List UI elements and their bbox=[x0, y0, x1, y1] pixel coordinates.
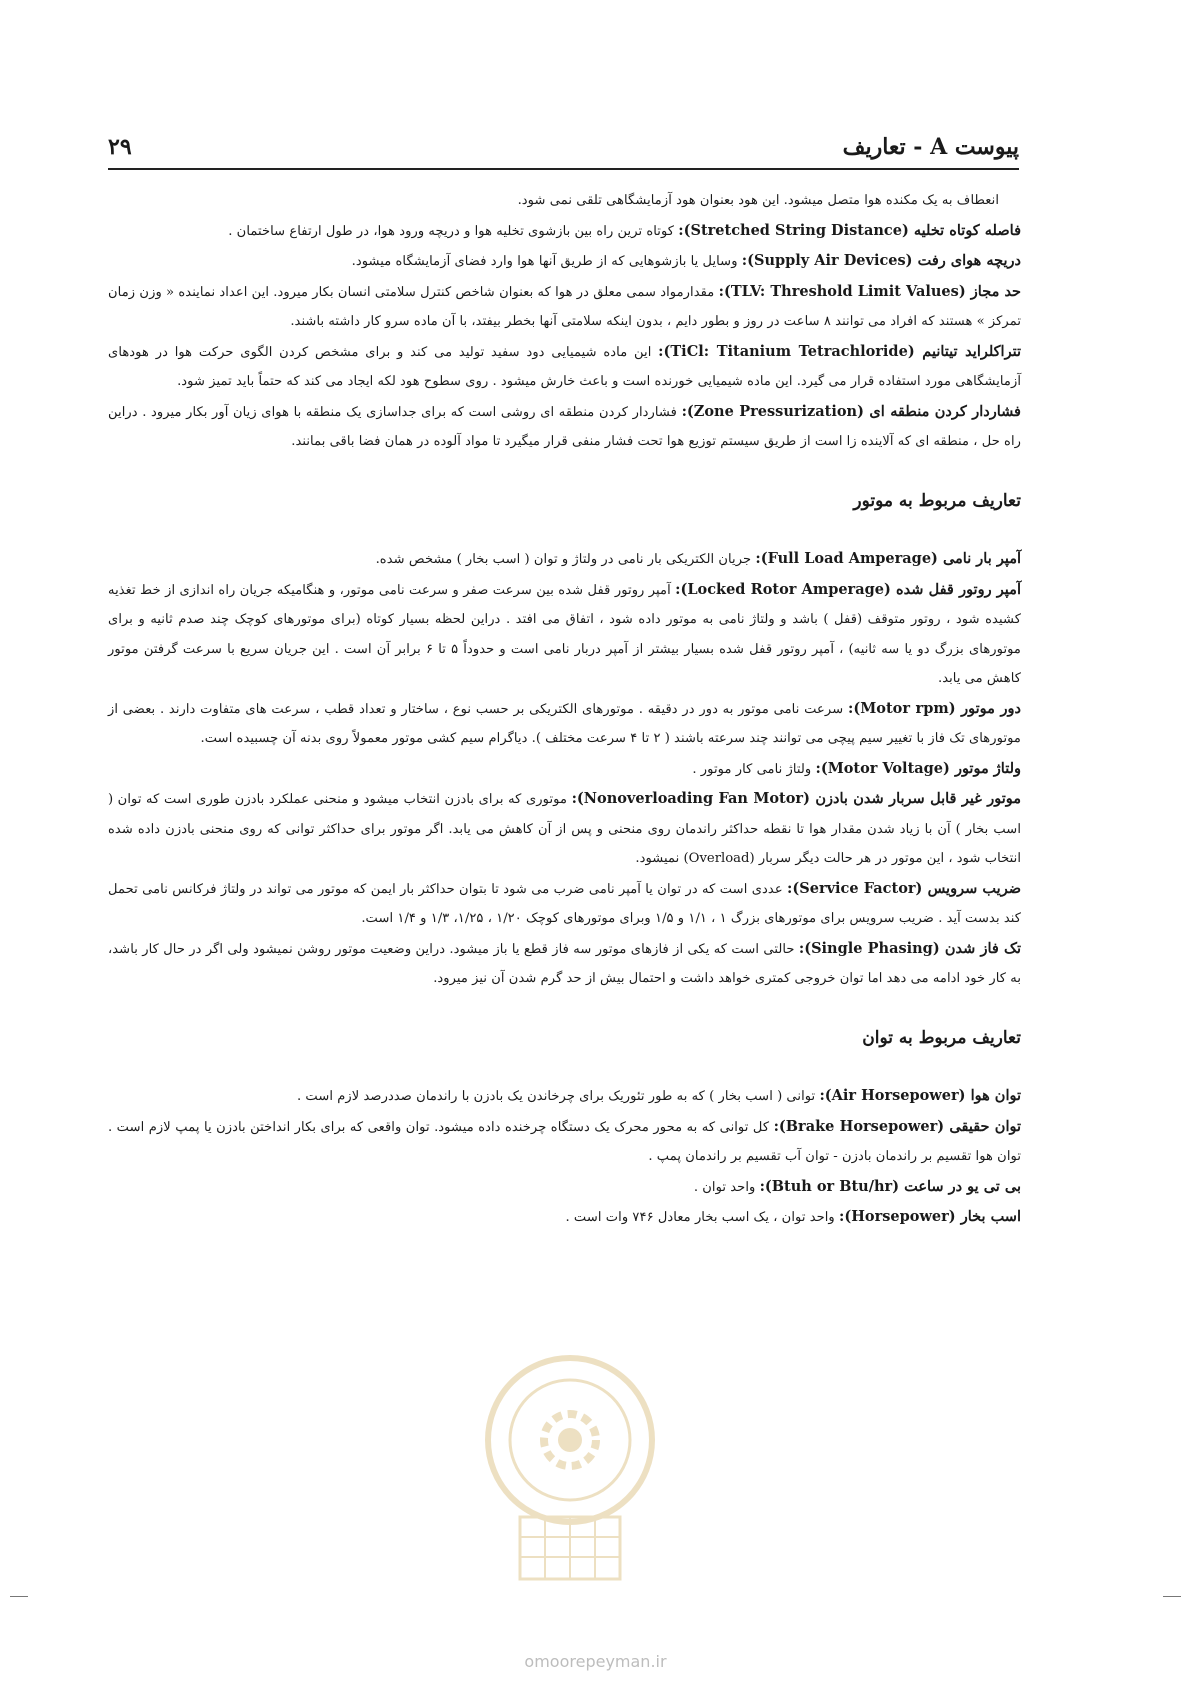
definition-text: جریان الکتریکی بار نامی در ولتاژ و توان ( اسب بخار ) مشخص شده. bbox=[375, 552, 752, 567]
definition-text: کوتاه ترین راه بین بازشوی تخلیه هوا و دریچه ورود هوا، در طول ارتفاع ساختمان . bbox=[228, 223, 675, 239]
definition-entry bbox=[108, 575, 1021, 694]
definition-entry bbox=[108, 397, 1021, 457]
definition-entry bbox=[108, 1172, 1021, 1203]
definition-entry bbox=[108, 337, 1021, 397]
definition-term: توان حقیقی (Brake Horsepower): bbox=[773, 1117, 1022, 1135]
watermark-logo bbox=[475, 1345, 665, 1585]
page-header bbox=[108, 112, 1019, 160]
definition-entry bbox=[108, 754, 1021, 785]
definition-term: دور موتور (Motor rpm): bbox=[848, 699, 1021, 717]
definition-text: ولتاژ نامی کار موتور . bbox=[692, 761, 812, 777]
definition-term: دریچه هوای رفت (Supply Air Devices): bbox=[741, 252, 1021, 269]
definition-entry bbox=[108, 1112, 1021, 1172]
definition-entry bbox=[108, 1081, 1021, 1112]
definition-text: کل توانی که به محور محرک یک دستگاه چرخنده داده میشود. توان واقعی که برای بکار انداختن بادزن یا پمپ لازم است . توان هوا تقسیم بر راندمان بادزن - توان آب تقسیم بر راندمان پمپ . bbox=[108, 1119, 1021, 1164]
definition-text: عددی است که در توان یا آمپر نامی ضرب می شود تا بتوان حداکثر بار ایمن که موتور می تواند در ولتاژ فرکانس نامی تحمل کند بدست آید . ضریب سرویس برای موتورهای بزرگ ۱ ، ۱/۱ و ۱/۵ وبرای موتورهای کوچک ۱/۲۰ ، ۱/۲۵، ۱/۳ و ۱/۴ است. bbox=[108, 881, 1021, 926]
definition-text: موتوری که برای بادزن انتخاب میشود و منحنی عملکرد بادزن طوری است که توان ( اسب بخار ) آن با زیاد شدن مقدار هوا تا نقطه حداکثر راندمان روی منحنی و پس از آن کاهش می یابد. اگر موتور برای حداکثر توانی که روی منحنی بادزن داده شده انتخاب شود ، این موتور در هر حالت دیگر سربار (Overload) نمیشود. bbox=[108, 792, 1021, 866]
definition-text: مقدارمواد سمی معلق در هوا که بعنوان شاخص کنترل سلامتی انسان بکار میرود. این اعداد نماینده « وزن زمان تمرکز » هستند که افراد می توانند ۸ ساعت در روز و بطور دایم ، بدون اینکه سلامتی آنها بخطر بیفتد، با آن ماده سرو کار داشته باشند. bbox=[108, 284, 1021, 329]
definition-entry bbox=[108, 694, 1021, 754]
definition-term: ولتاژ موتور (Motor Voltage): bbox=[815, 759, 1021, 777]
definition-entry bbox=[108, 246, 1021, 277]
definition-entry bbox=[108, 874, 1021, 934]
definition-text: وسایل یا بازشوهایی که از طریق آنها هوا وارد فضای آزمایشگاه میشود. bbox=[351, 254, 738, 269]
crop-mark-right bbox=[1163, 1596, 1181, 1597]
page-title: پیوست A - تعاریف bbox=[842, 134, 1019, 160]
definition-term: موتور غیر قابل سربار شدن بادزن (Nonoverloading Fan Motor): bbox=[571, 790, 1021, 807]
motor-definitions bbox=[108, 544, 1021, 994]
section-title-motor: تعاریف مربوط به موتور bbox=[853, 490, 1021, 511]
definition-term: آمپر بار نامی (Full Load Amperage): bbox=[755, 550, 1021, 567]
crop-mark-left bbox=[10, 1596, 28, 1597]
definition-text: واحد توان . bbox=[693, 1179, 756, 1195]
definition-text: واحد توان ، یک اسب بخار معادل ۷۴۶ وات است . bbox=[565, 1210, 835, 1225]
website-footer: omoorepeyman.ir bbox=[524, 1652, 667, 1671]
definition-entry bbox=[108, 1202, 1021, 1233]
definition-term: فاصله کوتاه تخلیه (Stretched String Distance): bbox=[678, 221, 1021, 239]
definition-entry bbox=[108, 277, 1021, 337]
definition-text: این ماده شیمیایی دود سفید تولید می کند و برای مشخص کردن الگوی حرکت هوا در هودهای آزمایشگاهی مورد استفاده قرار می گیرد. این ماده شیمیایی خورنده است و باعث خارش میشود . روی سطوح هود لکه ایجاد می کند که حتماً باید تمیز شود. bbox=[108, 344, 1021, 389]
definition-term: فشاردار کردن منطقه ای (Zone Pressurization): bbox=[681, 402, 1021, 420]
header-rule bbox=[108, 168, 1019, 170]
definition-text: حالتی است که یکی از فازهای موتور سه فاز قطع یا باز میشود. دراین وضعیت موتور روشن نمیشود ولی اگر در حال کار باشد، به کار خود ادامه می دهد اما توان خروجی کمتری خواهد داشت و احتمال بیش از حد گرم شدن آن نیز میرود. bbox=[108, 941, 1021, 986]
definition-entry bbox=[108, 544, 1021, 575]
definition-entry bbox=[108, 216, 1021, 247]
document-body bbox=[108, 186, 1021, 1233]
definition-term: حد مجاز (TLV: Threshold Limit Values): bbox=[718, 282, 1022, 300]
definition-term: توان هوا (Air Horsepower): bbox=[819, 1087, 1021, 1104]
definition-term: اسب بخار (Horsepower): bbox=[839, 1208, 1021, 1225]
page-number: ۲۹ bbox=[108, 134, 132, 160]
definition-text: سرعت نامی موتور به دور در دقیقه . موتورهای الکتریکی بر حسب نوع ، ساختار و تعداد قطب ، سرعت های متفاوت دارند . بعضی از موتورهای تک فاز با تغییر سیم پیچی می توانند چند سرعته باشند ( ۲ تا ۴ سرعت مختلف ). دیاگرام سیم کشی موتور معمولاً روی بدنه آن چسبیده است. bbox=[108, 701, 1021, 746]
power-definitions bbox=[108, 1081, 1021, 1233]
definition-text: فشاردار کردن منطقه ای روشی است که برای جداسازی یک منطقه با هوای زیان آور بکار میرود . دراین راه حل ، منطقه ای که آلاینده زا است از طریق سیستم توزیع هوا تحت فشار منفی قرار میگیرد تا مواد آلوده در همان فضا باقی بمانند. bbox=[108, 404, 1021, 449]
definitions-group bbox=[108, 216, 1021, 457]
definition-term: بی تی یو در ساعت (Btuh or Btu/hr): bbox=[759, 1177, 1021, 1195]
definition-text: آمپر روتور قفل شده بین سرعت صفر و سرعت نامی موتور، و هنگامیکه جریان راه اندازی از خط تغذیه کشیده شود ، روتور متوقف (قفل ) باشد و ولتاژ نامی به موتور داده شود ، اتفاق می افتد . دراین لحظه بسیار کوتاه (برای موتورهای کوچک چند صدم ثانیه و برای موتورهای بزرگ دو یا سه ثانیه) ، آمپر روتور قفل شده بسیار بیشتر از آمپر دربار نامی است و حدوداً ۵ تا ۶ برابر آن است . این جریان سریع با سرعت گرفتن موتور کاهش می یابد. bbox=[108, 582, 1022, 686]
definition-term: ضریب سرویس (Service Factor): bbox=[787, 879, 1022, 897]
lead-paragraph: انعطاف به یک مکنده هوا متصل میشود. این هود بعنوان هود آزمایشگاهی تلقی نمی شود. bbox=[517, 193, 999, 208]
definition-entry bbox=[108, 784, 1021, 874]
definition-term: آمپر روتور قفل شده (Locked Rotor Amperage): bbox=[675, 580, 1021, 598]
definition-term: تک فاز شدن (Single Phasing): bbox=[798, 939, 1021, 957]
definition-text: توانی ( اسب بخار ) که به طور تئوریک برای چرخاندن یک بادزن با راندمان صددرصد لازم است . bbox=[297, 1089, 816, 1104]
definition-term: تتراکلراید تیتانیم (TiCl: Titanium Tetrachloride): bbox=[658, 342, 1021, 360]
section-title-power: تعاریف مربوط به توان bbox=[862, 1027, 1021, 1048]
definition-entry bbox=[108, 934, 1021, 994]
